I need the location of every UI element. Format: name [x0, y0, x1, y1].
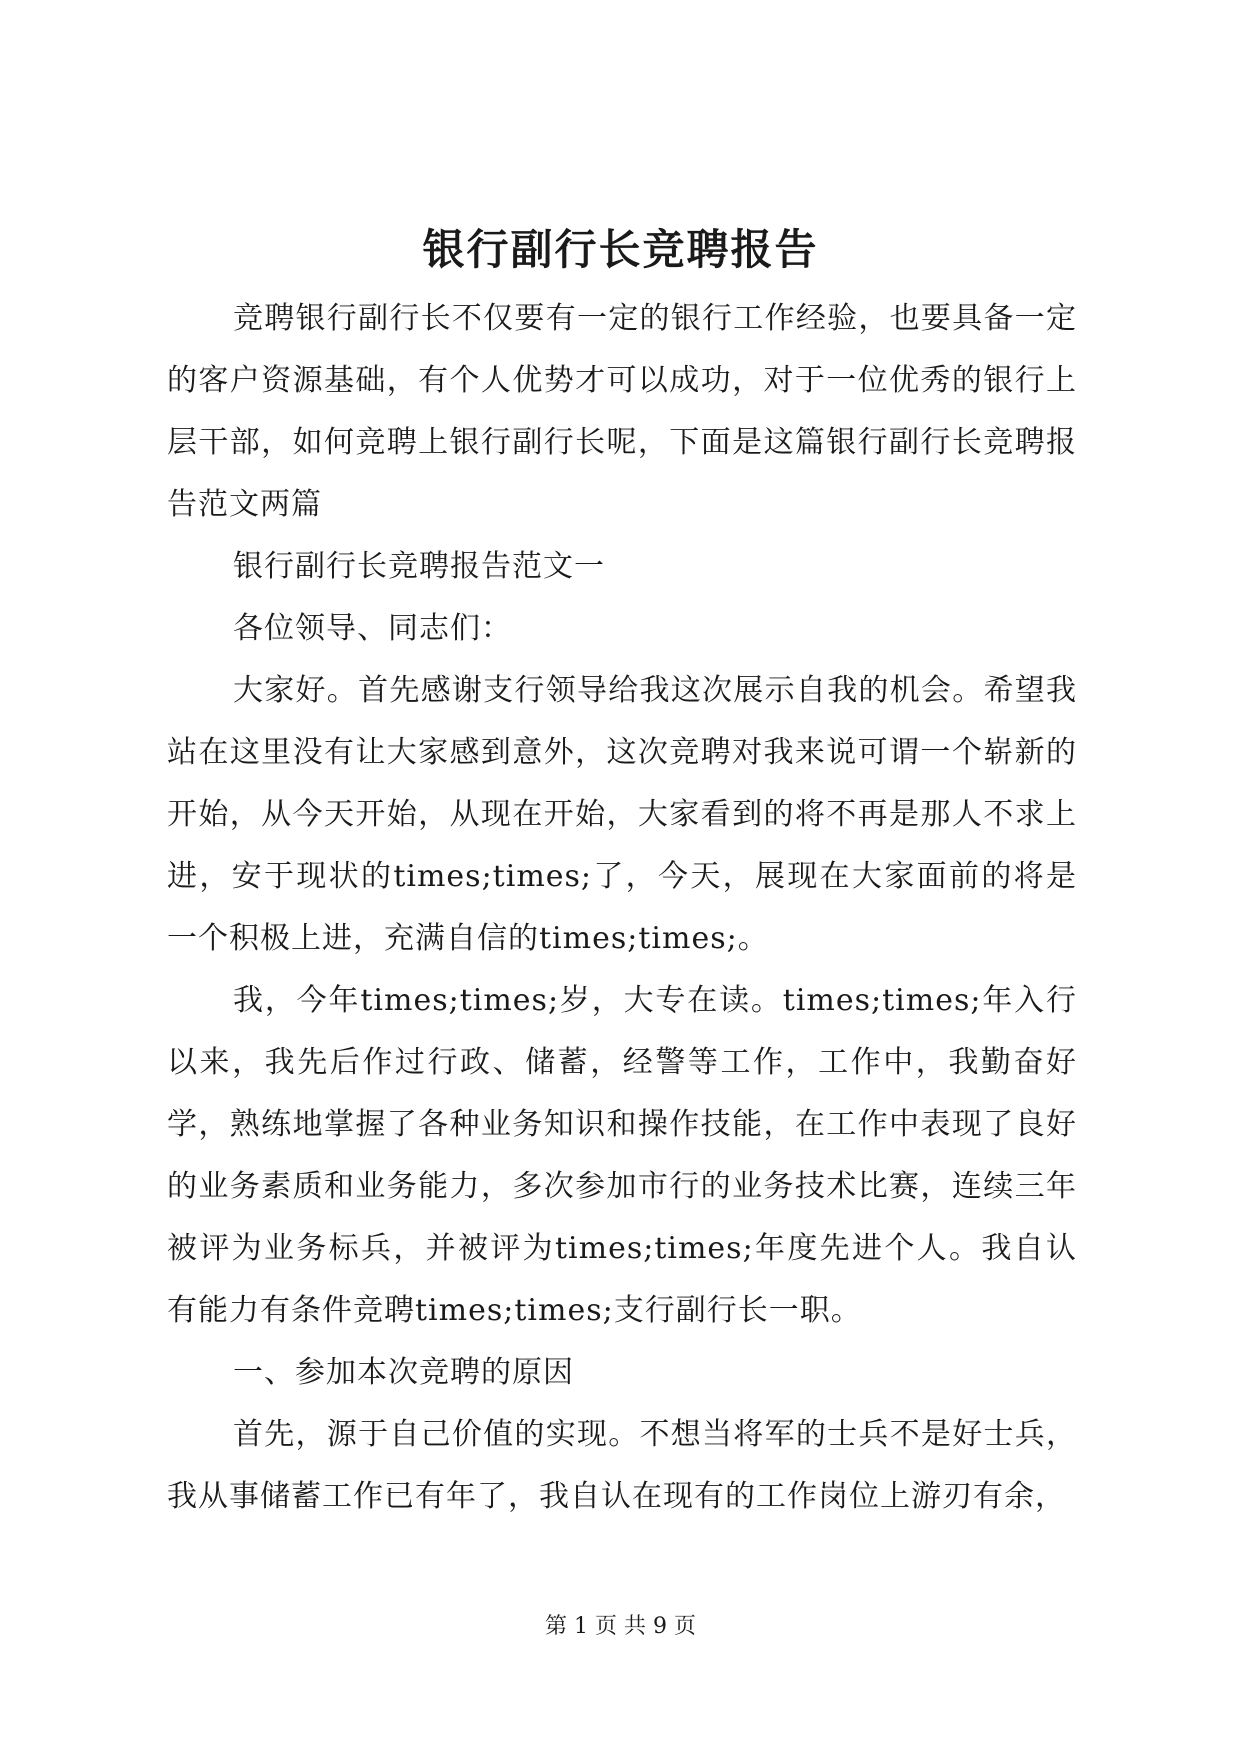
page-number-footer: 第 1 页 共 9 页	[545, 1614, 696, 1639]
paragraph-salutation: 各位领导、同志们：	[233, 611, 512, 646]
paragraph-reason-first: 首先，源于自己价值的实现。不想当将军的士兵不是好士兵，我从事储蓄工作已有年了，我自认在现有的工作岗位上游刃有余，	[167, 1417, 1077, 1514]
paragraph-subheading-reasons: 一、参加本次竞聘的原因	[233, 1355, 574, 1390]
document-body	[167, 288, 1077, 1528]
document-title: 银行副行长竞聘报告	[422, 225, 819, 274]
paragraph-greeting: 大家好。首先感谢支行领导给我这次展示自我的机会。希望我站在这里没有让大家感到意外，这次竞聘对我来说可谓一个崭新的开始，从今天开始，从现在开始，大家看到的将不再是那人不求上进，安于现状的times;times;了，今天，展现在大家面前的将是一个积极上进，充满自信的times;times;。	[167, 673, 1077, 956]
paragraph-section-heading: 银行副行长竞聘报告范文一	[233, 549, 605, 584]
paragraph-intro: 竞聘银行副行长不仅要有一定的银行工作经验，也要具备一定的客户资源基础，有个人优势才可以成功，对于一位优秀的银行上层干部，如何竞聘上银行副行长呢，下面是这篇银行副行长竞聘报告范文两篇	[167, 301, 1077, 522]
paragraph-self-introduction: 我，今年times;times;岁，大专在读。times;times;年入行以来，我先后作过行政、储蓄，经警等工作，工作中，我勤奋好学，熟练地掌握了各种业务知识和操作技能，在工作中表现了良好的业务素质和业务能力，多次参加市行的业务技术比赛，连续三年被评为业务标兵，并被评为times;times;年度先进个人。我自认有能力有条件竞聘times;times;支行副行长一职。	[167, 983, 1077, 1328]
